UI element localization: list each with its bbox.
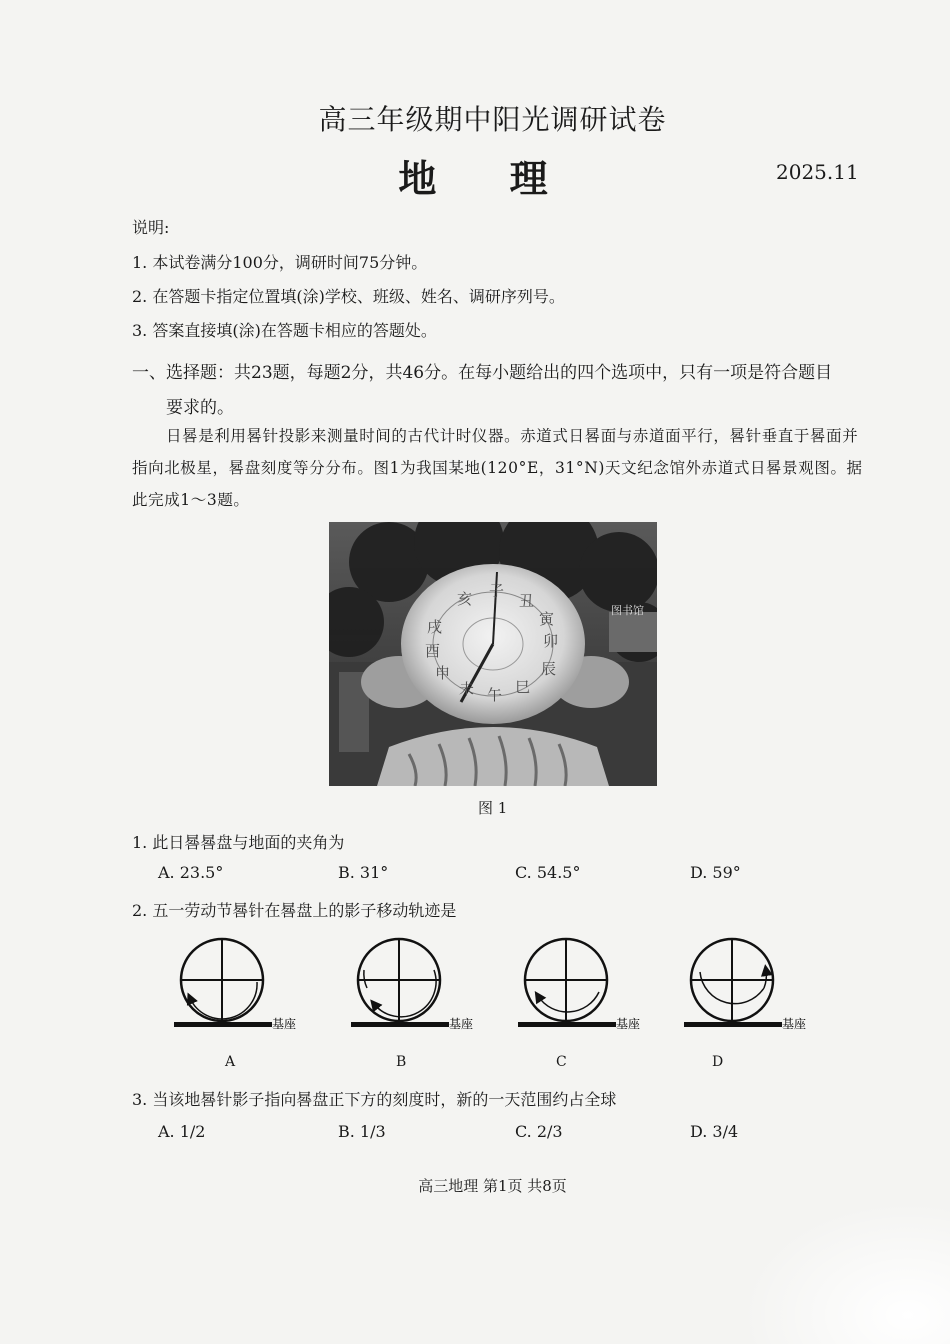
instruction-item: 2. 在答题卡指定位置填(涂)学校、班级、姓名、调研序列号。 [132, 287, 565, 306]
diagram-label-d: D [712, 1054, 724, 1070]
diagram-label-c: C [556, 1054, 567, 1070]
dial-char: 戌 [427, 618, 443, 636]
dial-char: 子 [489, 582, 505, 600]
dial-char: 丑 [519, 592, 535, 610]
figure-caption: 图 1 [478, 799, 508, 817]
exam-date: 2025.11 [776, 160, 859, 184]
option-c: C. 54.5° [515, 863, 581, 882]
option-c: C. 2/3 [515, 1122, 563, 1141]
svg-text:基座: 基座 [449, 1017, 474, 1031]
shadow-track-diagrams [160, 930, 820, 1040]
svg-text:基座: 基座 [782, 1017, 807, 1031]
option-d: D. 3/4 [690, 1122, 739, 1141]
diagram-a [174, 939, 296, 1031]
question-stem: 3. 当该地晷针影子指向晷盘正下方的刻度时，新的一天范围约占全球 [132, 1090, 617, 1109]
question-stem: 2. 五一劳动节晷针在晷盘上的影子移动轨迹是 [132, 901, 457, 920]
option-a: A. 23.5° [158, 863, 224, 882]
instructions-heading: 说明: [132, 218, 170, 237]
section-heading: 一、选择题：共23题，每题2分，共46分。在每小题给出的四个选项中，只有一项是符合题目 [132, 363, 833, 383]
dial-char: 酉 [425, 642, 441, 660]
instruction-item: 3. 答案直接填(涂)在答题卡相应的答题处。 [132, 321, 437, 340]
dial-char: 卯 [543, 632, 559, 650]
dial-char: 午 [487, 686, 503, 704]
sign-text: 图书馆 [611, 604, 644, 617]
svg-text:基座: 基座 [272, 1017, 297, 1031]
dial-char: 辰 [541, 660, 557, 678]
question-stem: 1. 此日晷晷盘与地面的夹角为 [132, 833, 345, 852]
dial-char: 申 [435, 664, 451, 682]
dial-char: 巳 [515, 678, 531, 696]
option-a: A. 1/2 [158, 1122, 206, 1141]
diagram-label-b: B [396, 1054, 407, 1070]
sundial-photo [329, 522, 657, 786]
page-footer: 高三地理 第1页 共8页 [418, 1177, 567, 1195]
dial-char: 亥 [457, 590, 473, 608]
diagram-label-a: A [225, 1054, 236, 1070]
option-b: B. 31° [338, 863, 389, 882]
instruction-item: 1. 本试卷满分100分，调研时间75分钟。 [132, 253, 428, 272]
dial-char: 未 [459, 680, 475, 698]
passage-text: 日晷是利用晷针投影来测量时间的古代计时仪器。赤道式日晷面与赤道面平行，晷针垂直于晷面并指向北极星，晷盘刻度等分分布。图1为我国某地(120°E，31°N)天文纪念馆外赤道式日晷景观图。据此完成1～3题。 [132, 427, 863, 509]
diagram-d [684, 939, 806, 1031]
option-d: D. 59° [690, 863, 741, 882]
option-b: B. 1/3 [338, 1122, 386, 1141]
dial-char: 寅 [539, 610, 555, 628]
diagram-c [518, 939, 640, 1031]
subject-title: 地 理 [398, 156, 578, 201]
scan-highlight [740, 1200, 950, 1344]
section-heading-cont: 要求的。 [166, 398, 234, 418]
svg-text:基座: 基座 [616, 1017, 641, 1031]
diagram-b [351, 939, 473, 1031]
exam-title: 高三年级期中阳光调研试卷 [318, 103, 667, 136]
